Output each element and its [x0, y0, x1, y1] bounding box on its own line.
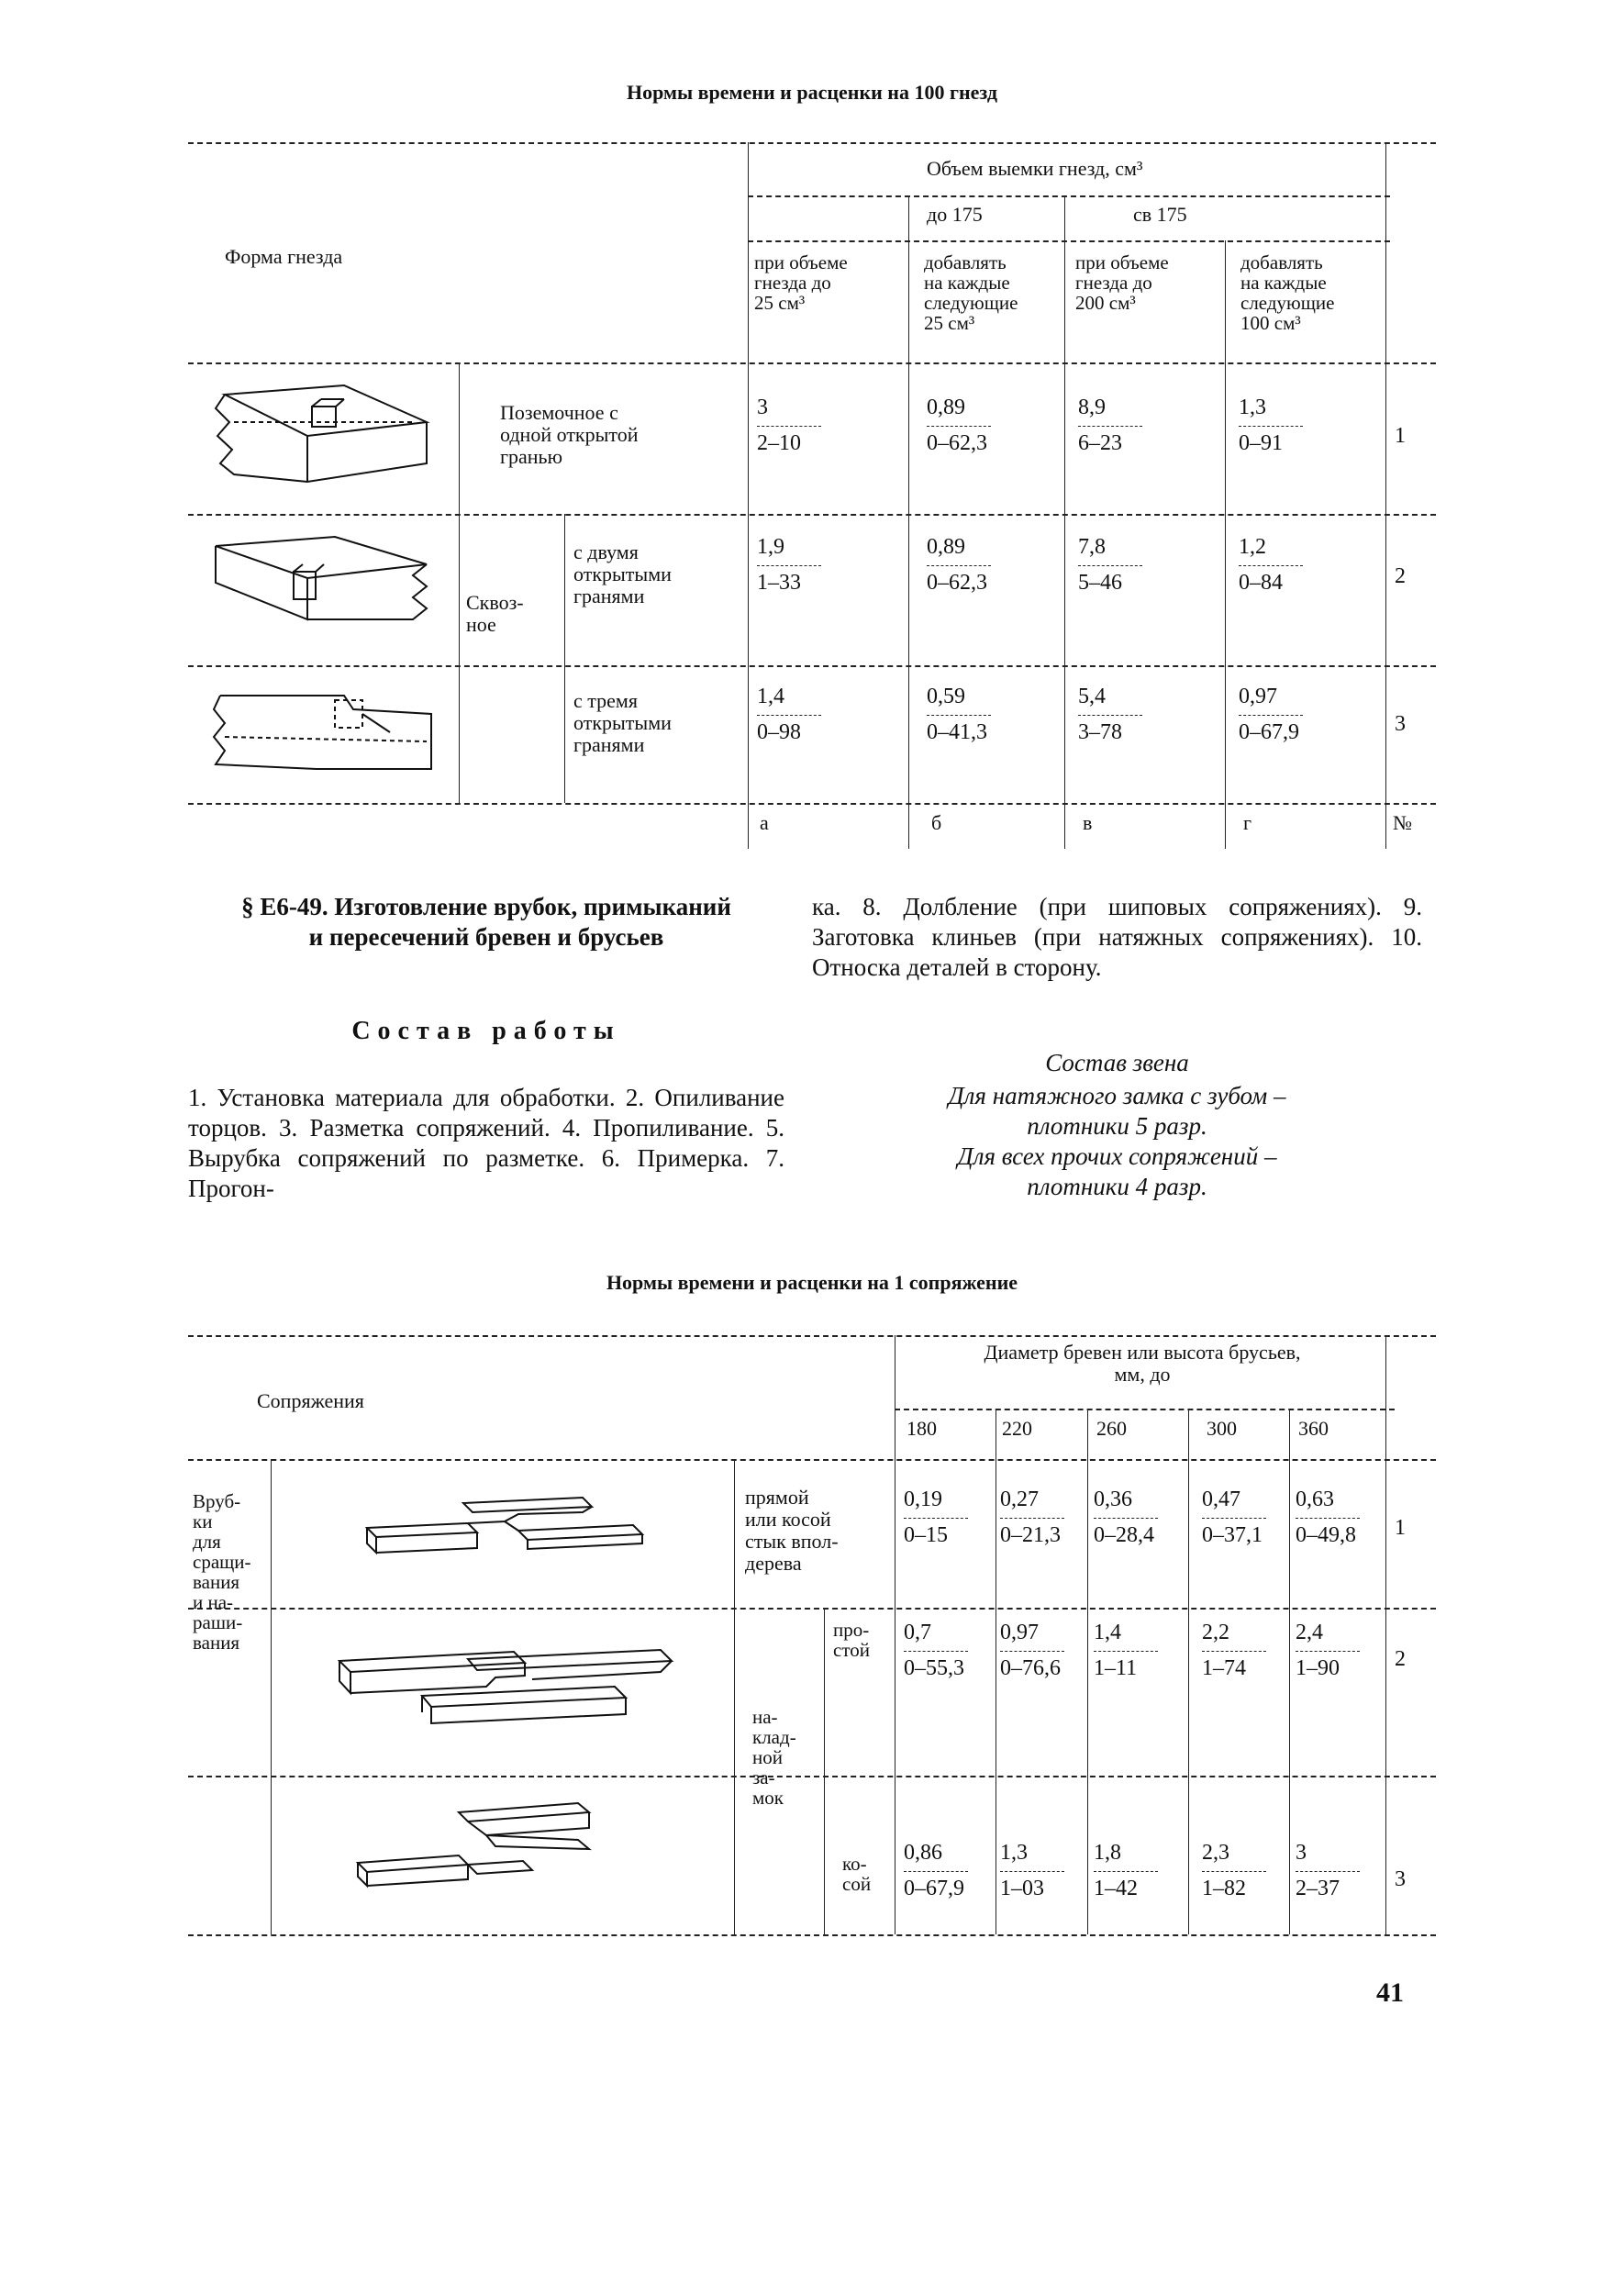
table2-row1-bottom [188, 1608, 1436, 1610]
t2-row3-number: 3 [1395, 1867, 1406, 1891]
table1-vline-c [1064, 195, 1065, 849]
upto-header: до 175 [927, 203, 983, 226]
table2-diam-line [895, 1409, 1395, 1410]
composition-text-right: ка. 8. Долбление (при шиповых сопряжениях). 9. Заготовка клиньев (при натяжных сопряжениях). 10. Относка деталей в сторону. [812, 893, 1422, 981]
t1-r1-a: 3 2–10 [757, 395, 821, 456]
diam-360: 360 [1298, 1417, 1329, 1440]
t1-footer-c: в [1083, 811, 1093, 834]
t1-r2-a: 1,9 1–33 [757, 534, 821, 596]
t1-footer-b: б [931, 811, 942, 834]
simple-lap-lock-sketch [321, 1624, 706, 1744]
table1-vline-d [1225, 240, 1226, 849]
t2-row2-number: 2 [1395, 1647, 1406, 1671]
t1-row1-number: 1 [1395, 424, 1406, 448]
table2-vline-label [734, 1459, 735, 1934]
diam-180: 180 [907, 1417, 937, 1440]
row1-label: Поземочное с одной открытой гранью [500, 401, 639, 468]
table1-row3-bottom [188, 803, 1436, 805]
table1-vline-e [1385, 142, 1386, 849]
t1-r3-c: 5,4 3–78 [1078, 684, 1142, 745]
table2-vline-group [271, 1459, 272, 1934]
sub3-header: при объеме гнезда до 200 см³ [1075, 251, 1169, 314]
table2-caption: Нормы времени и расценки на 1 сопряжение [606, 1271, 1018, 1294]
composition-heading: Состав работы [351, 1017, 621, 1045]
table1-row2-bottom [188, 665, 1436, 667]
t2-row2-label: про- стой [833, 1619, 870, 1661]
row3-label: с тремя открытыми гранями [573, 689, 672, 756]
t1-r3-d: 0,97 0–67,9 [1239, 684, 1303, 745]
mortise-one-face-sketch [206, 372, 445, 500]
t2-r2-260: 1,4 1–11 [1094, 1620, 1158, 1681]
volume-header: Объем выемки гнезд, см³ [927, 157, 1143, 180]
oblique-lap-lock-sketch [349, 1799, 624, 1918]
table1-caption: Нормы времени и расценки на 100 гнезд [627, 81, 997, 104]
table2-header-bottom [188, 1459, 1436, 1461]
t1-footer-num: № [1393, 811, 1412, 834]
sub4-header: добавлять на каждые следующие 100 см³ [1240, 251, 1335, 334]
table1-vline-b [908, 195, 909, 849]
t1-r2-d: 1,2 0–84 [1239, 534, 1303, 596]
diam-260: 260 [1096, 1417, 1127, 1440]
t2-r3-260: 1,8 1–42 [1094, 1840, 1158, 1901]
t1-row2-number: 2 [1395, 564, 1406, 588]
t1-r3-a: 1,4 0–98 [757, 684, 821, 745]
t1-footer-d: г [1243, 811, 1252, 834]
t1-row3-number: 3 [1395, 712, 1406, 736]
table2-vline-260 [1087, 1409, 1088, 1934]
t2-r1-300: 0,47 0–37,1 [1202, 1487, 1266, 1548]
table2-vline-end [1385, 1335, 1386, 1934]
sub1-header: при объеме гнезда до 25 см³ [754, 251, 848, 314]
table1-subhead-line [748, 240, 1390, 242]
t1-r1-c: 8,9 6–23 [1078, 395, 1142, 456]
table1-vline-a [748, 142, 749, 849]
table2-top-line [188, 1335, 1436, 1337]
table1-header-bottom [188, 362, 1436, 364]
joints-header: Сопряжения [257, 1389, 364, 1412]
t2-r1-180: 0,19 0–15 [904, 1487, 968, 1548]
mortise-two-faces-sketch [206, 528, 445, 656]
composition-text-left: 1. Установка материала для обработки. 2. Опиливание торцов. 3. Разметка сопряжений. 4. Пропиливание. 5. Вырубка сопряжений по разметке. 6. Примерка. 7. Прогон- [188, 1084, 784, 1202]
t1-r2-c: 7,8 5–46 [1078, 534, 1142, 596]
t1-r1-d: 1,3 0–91 [1239, 395, 1303, 456]
page-number: 41 [1376, 1978, 1404, 2008]
sub2-header: добавлять на каждые следующие 25 см³ [924, 251, 1018, 334]
form-header: Форма гнезда [225, 245, 343, 268]
t1-r2-b: 0,89 0–62,3 [927, 534, 991, 596]
row2-label: с двумя открытыми гранями [573, 540, 672, 607]
mortise-three-faces-sketch [206, 677, 445, 797]
section-title: § Е6-49. Изготовление врубок, примыканий и пересечений бревен и брусьев [241, 893, 731, 951]
table2-row3-bottom [188, 1934, 1436, 1936]
diam-220: 220 [1002, 1417, 1032, 1440]
t2-r3-300: 2,3 1–82 [1202, 1840, 1266, 1901]
t2-lock-label: на- клад- ной за- мок [752, 1706, 796, 1809]
t1-r1-b: 0,89 0–62,3 [927, 395, 991, 456]
t2-row3-label: ко- сой [842, 1853, 872, 1895]
splice-group-label: Вруб- ки для сращи- вания и на- раши- вания [193, 1490, 251, 1654]
t2-r2-300: 2,2 1–74 [1202, 1620, 1266, 1681]
t2-r3-360: 3 2–37 [1296, 1840, 1360, 1901]
t2-r1-260: 0,36 0–28,4 [1094, 1487, 1158, 1548]
t1-footer-a: а [760, 811, 769, 834]
t1-r3-b: 0,59 0–41,3 [927, 684, 991, 745]
diam-header: Диаметр бревен или высота брусьев, мм, до [984, 1341, 1301, 1386]
table1-row1-bottom [188, 514, 1436, 516]
table2-vline-360 [1289, 1409, 1290, 1934]
table1-vline-label [459, 362, 460, 803]
t2-r1-220: 0,27 0–21,3 [1000, 1487, 1064, 1548]
table1-volume-line [748, 195, 1390, 197]
table2-vline-300 [1188, 1409, 1189, 1934]
t2-r3-180: 0,86 0–67,9 [904, 1840, 968, 1901]
t2-r2-360: 2,4 1–90 [1296, 1620, 1360, 1681]
straight-scarf-joint-sketch [358, 1487, 661, 1578]
t2-r2-220: 0,97 0–76,6 [1000, 1620, 1064, 1681]
table1-top-line [188, 142, 1436, 144]
t2-r1-360: 0,63 0–49,8 [1296, 1487, 1360, 1548]
t2-r2-180: 0,7 0–55,3 [904, 1620, 968, 1681]
through-label: Сквоз- ное [466, 591, 524, 636]
over-header: св 175 [1133, 203, 1187, 226]
t2-row1-label: прямой или косой стык впол- дерева [745, 1486, 839, 1575]
diam-300: 300 [1207, 1417, 1237, 1440]
t2-row1-number: 1 [1395, 1516, 1406, 1540]
table1-vline-through [564, 514, 565, 803]
crew-heading: Состав звена [1045, 1049, 1189, 1076]
table2-row2-bottom [188, 1776, 1436, 1777]
t2-r3-220: 1,3 1–03 [1000, 1840, 1064, 1901]
table2-vline-lock [824, 1608, 825, 1934]
crew-list: Для натяжного замка с зубом – плотники 5 разр. Для всех прочих сопряжений – плотники 4 разр. [948, 1082, 1286, 1200]
